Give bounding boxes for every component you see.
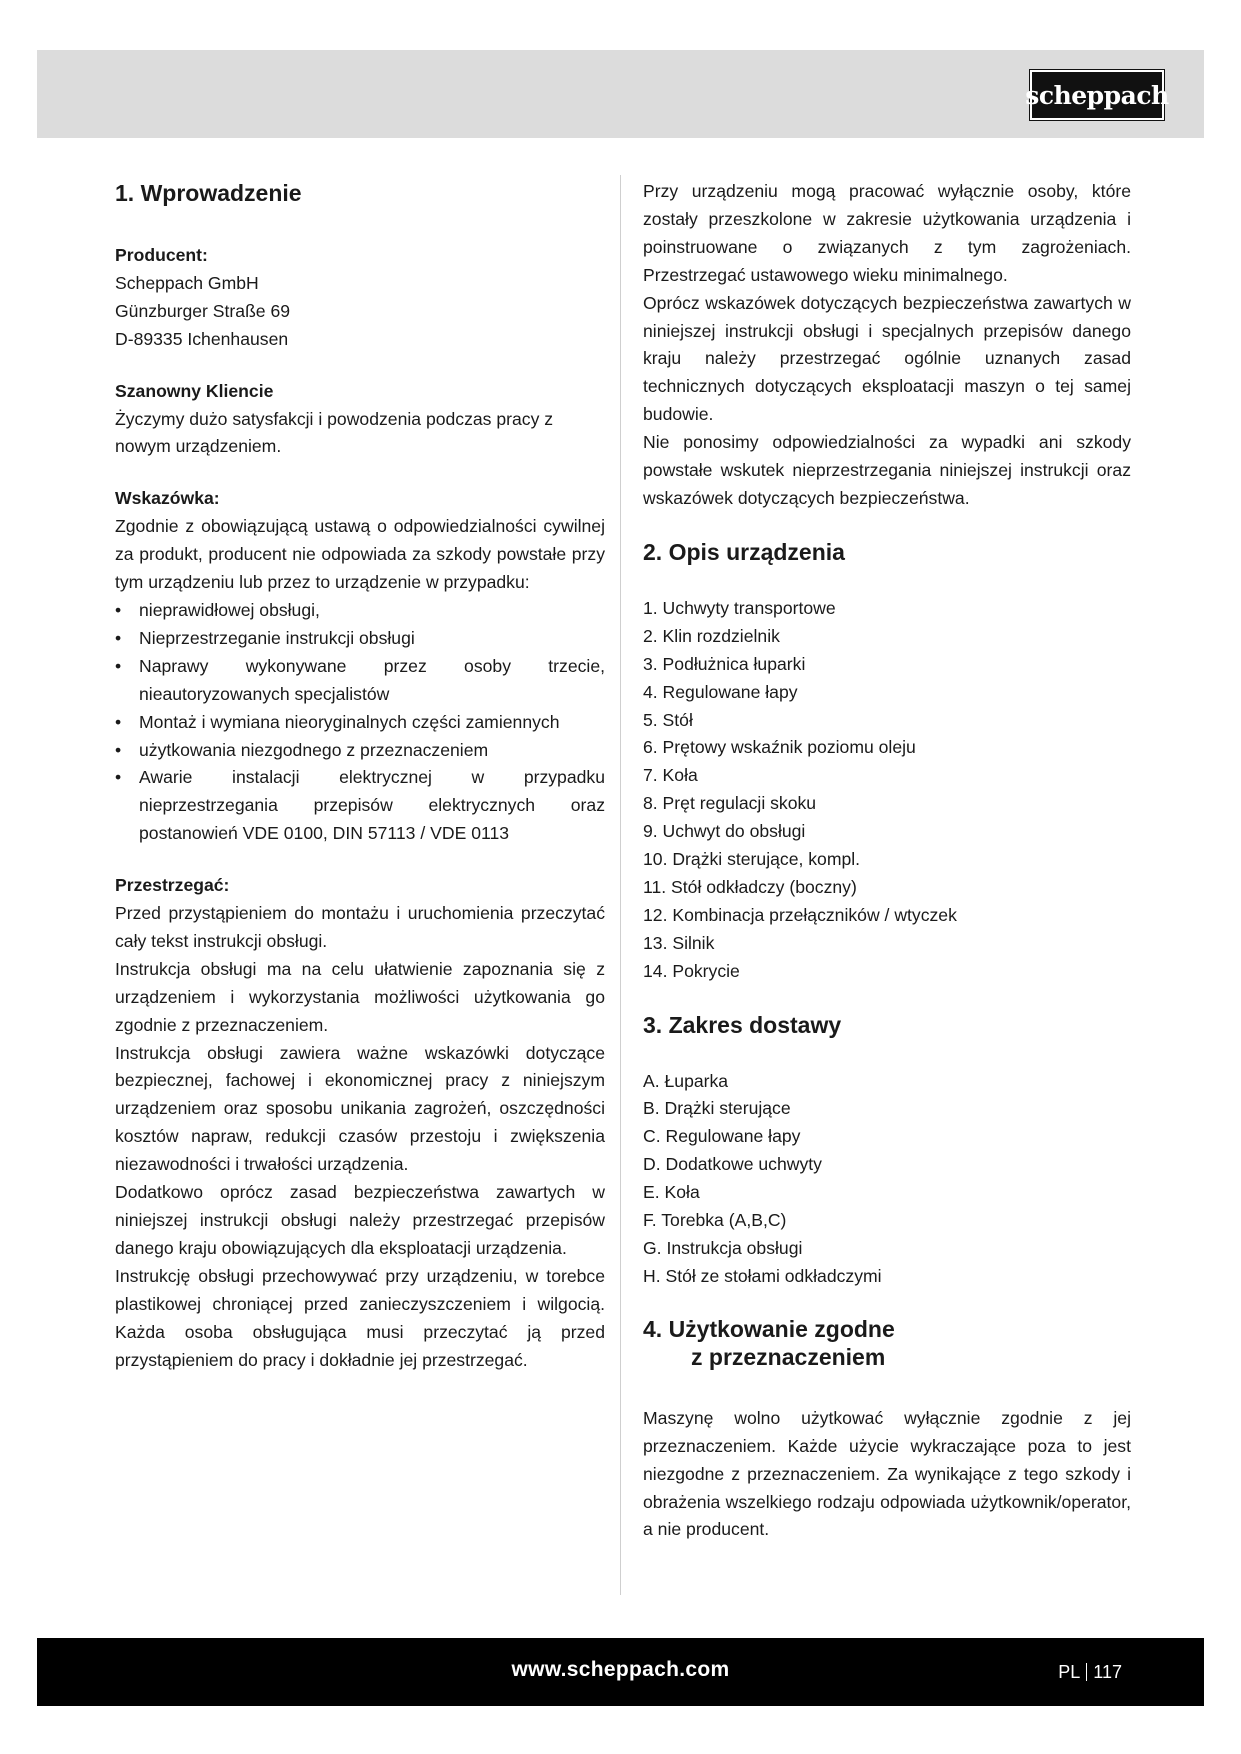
list-item: • Nieprzestrzeganie instrukcji obsługi (115, 625, 605, 653)
page-number: 117 (1093, 1662, 1122, 1682)
list-item: • Naprawy wykonywane przez osoby trzecie, nieautoryzowanych specjalistów (115, 653, 605, 709)
list-item: • Awarie instalacji elektrycznej w przypadku nieprzestrzegania przepisów elektrycznych oraz postanowień VDE 0100, DIN 57113 / VDE 0113 (115, 764, 605, 848)
list-item: 8. Pręt regulacji skoku (643, 793, 817, 814)
list-item: 11. Stół odkładczy (boczny) (643, 876, 857, 897)
list-item: E. Koła (643, 1182, 700, 1203)
note-list (115, 597, 605, 848)
observe-paragraph: Instrukcję obsługi przechowywać przy urządzeniu, w torebce plastikowej chroniącej przed zanieczyszczeniem i wilgocią. Każda osoba obsługująca musi przeczytać ją przed przystąpieniem do pracy i dokładnie jej przestrzegać. (115, 1265, 605, 1370)
list-item: • nieprawidłowej obsługi, (115, 597, 605, 625)
producer-line: D-89335 Ichenhausen (115, 328, 289, 349)
section-3-title: 3. Zakres dostawy (643, 1011, 842, 1038)
page-indicator (1058, 1662, 1122, 1683)
intro-paragraph: Nie ponosimy odpowiedzialności za wypadki ani szkody powstałe wskutek nieprzestrzegania niniejszej instrukcji oraz wskazówek dotyczących bezpieczeństwa. (643, 432, 1131, 508)
list-item: B. Drążki sterujące (643, 1098, 791, 1119)
section-4-title-line2: z przeznaczeniem (691, 1343, 886, 1370)
note-label: Wskazówka: (115, 488, 220, 509)
section-4-title (643, 1315, 1131, 1371)
list-item: 7. Koła (643, 765, 698, 786)
list-item: 14. Pokrycie (643, 960, 740, 981)
parts-list (643, 595, 1131, 986)
observe-paragraph: Instrukcja obsługi zawiera ważne wskazówki dotyczące bezpiecznej, fachowej i ekonomicznej pracy z niniejszym urządzeniem oraz sposobu unikania zagrożeń, oszczędności kosztów napraw, redukcji czasów przestoju i zwiększenia niezawodności i trwałości urządzenia. (115, 1042, 605, 1175)
list-item: F. Torebka (A,B,C) (643, 1210, 787, 1231)
section-4-text: Maszynę wolno użytkować wyłącznie zgodnie z jej przeznaczeniem. Każde użycie wykraczające poza to jest niezgodne z przeznaczeniem. Za wynikające z tego szkody i obrażenia wszelkiego rodzaju odpowiada użytkownik/operator, a nie producent. (643, 1407, 1131, 1540)
observe-paragraph: Przed przystąpieniem do montażu i uruchomienia przeczytać cały tekst instrukcji obsługi. (115, 903, 605, 951)
observe-paragraph: Dodatkowo oprócz zasad bezpieczeństwa zawartych w niniejszej instrukcji obsługi należy przestrzegać przepisów danego kraju obowiązujących dla eksploatacji urządzenia. (115, 1182, 605, 1258)
producer-line: Günzburger Straße 69 (115, 300, 291, 321)
footer-url[interactable]: www.scheppach.com (511, 1658, 730, 1681)
list-item: 6. Prętowy wskaźnik poziomu oleju (643, 737, 916, 758)
section-4-title-line1: 4. Użytkowanie zgodne (643, 1315, 895, 1342)
list-item: C. Regulowane łapy (643, 1126, 801, 1147)
delivery-list (643, 1068, 1131, 1291)
list-item: 4. Regulowane łapy (643, 681, 798, 702)
customer-label: Szanowny Kliencie (115, 380, 274, 401)
list-item: 10. Drążki sterujące, kompl. (643, 849, 861, 870)
section-2-title: 2. Opis urządzenia (643, 538, 845, 565)
list-item: 9. Uchwyt do obsługi (643, 821, 806, 842)
list-item: H. Stół ze stołami odkładczymi (643, 1265, 882, 1286)
footer-bar (37, 1638, 1204, 1706)
header-band (37, 50, 1204, 138)
customer-text: Życzymy dużo satysfakcji i powodzenia podczas pracy z nowym urządzeniem. (115, 408, 554, 457)
column-divider (620, 175, 621, 1595)
list-item: 2. Klin rozdzielnik (643, 625, 780, 646)
observe-paragraph: Instrukcja obsługi ma na celu ułatwienie zapoznania się z urządzeniem i wykorzystania możliwości użytkowania go zgodnie z przeznaczeniem. (115, 958, 605, 1035)
intro-paragraph: Oprócz wskazówek dotyczących bezpieczeństwa zawartych w niniejszej instrukcji obsługi i specjalnych przepisów danego kraju należy przestrzegać ogólnie uznanych zasad technicznych dotyczących eksploatacji maszyn o tej samej budowie. (643, 292, 1131, 425)
list-item: G. Instrukcja obsługi (643, 1238, 803, 1258)
list-item: 5. Stół (643, 709, 693, 730)
list-item: 1. Uchwyty transportowe (643, 597, 836, 618)
list-item: • użytkowania niezgodnego z przeznaczeniem (115, 737, 605, 765)
language-code: PL (1058, 1662, 1081, 1682)
list-item: 13. Silnik (643, 932, 715, 953)
intro-paragraph: Przy urządzeniu mogą pracować wyłącznie osoby, które zostały przeszkolone w zakresie użytkowania urządzenia i poinstruowane o związanych z tym zagrożeniach. Przestrzegać ustawowego wieku minimalnego. (643, 181, 1131, 285)
section-1-title: 1. Wprowadzenie (115, 180, 302, 206)
list-item: 3. Podłużnica łuparki (643, 653, 806, 674)
list-item: D. Dodatkowe uchwyty (643, 1154, 822, 1175)
scheppach-logo: scheppach (1030, 70, 1164, 120)
observe-label: Przestrzegać: (115, 875, 230, 896)
list-item: A. Łuparka (643, 1070, 729, 1091)
separator (1086, 1663, 1087, 1681)
note-text: Zgodnie z obowiązującą ustawą o odpowiedzialności cywilnej za produkt, producent nie odpowiada za szkody powstałe przy tym urządzeniu lub przez to urządzenie w przypadku: (115, 516, 605, 593)
producer-label: Producent: (115, 245, 208, 265)
right-column (643, 178, 1131, 1544)
producer-line: Scheppach GmbH (115, 272, 259, 293)
list-item: 12. Kombinacja przełączników / wtyczek (643, 904, 957, 925)
list-item: • Montaż i wymiana nieoryginalnych części zamiennych (115, 709, 605, 737)
left-column (115, 178, 605, 1374)
